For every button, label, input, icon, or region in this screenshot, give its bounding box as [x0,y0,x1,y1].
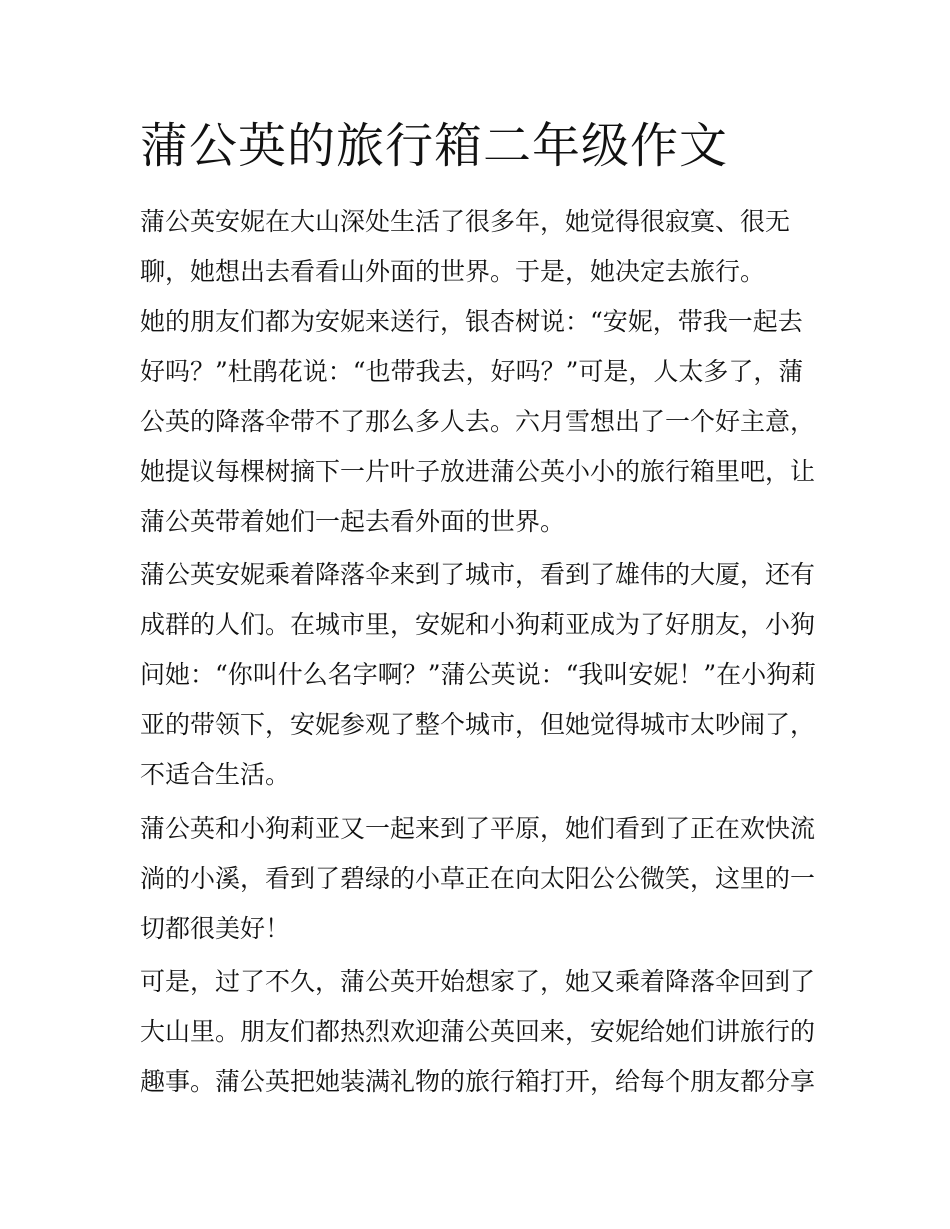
body-line-3: 她的朋友们都为安妮来送行，银杏树说：“安妮，带我一起去 [140,307,803,336]
body-line-4: 好吗？”杜鹃花说：“也带我去，好吗？”可是，人太多了，蒲 [140,357,804,386]
body-line-8: 蒲公英安妮乘着降落伞来到了城市，看到了雄伟的大厦，还有 [140,560,816,589]
body-line-11: 亚的带领下，安妮参观了整个城市，但她觉得城市太吵闹了， [140,710,816,739]
body-line-18: 趣事。蒲公英把她装满礼物的旅行箱打开，给每个朋友都分享 [140,1067,816,1096]
body-line-17: 大山里。朋友们都热烈欢迎蒲公英回来，安妮给她们讲旅行的 [140,1017,816,1046]
body-line-10: 问她：“你叫什么名字啊？”蒲公英说：“我叫安妮！”在小狗莉 [140,660,817,689]
body-line-16: 可是，过了不久，蒲公英开始想家了，她又乘着降落伞回到了 [140,967,816,996]
body-line-13: 蒲公英和小狗莉亚又一起来到了平原，她们看到了正在欢快流 [140,814,816,843]
body-line-6: 她提议每棵树摘下一片叶子放进蒲公英小小的旅行箱里吧，让 [140,457,816,486]
body-line-15: 切都很美好！ [140,914,291,943]
body-line-12: 不适合生活。 [140,760,291,789]
body-line-7: 蒲公英带着她们一起去看外面的世界。 [140,507,566,536]
body-line-14: 淌的小溪，看到了碧绿的小草正在向太阳公公微笑，这里的一 [140,864,816,893]
body-line-5: 公英的降落伞带不了那么多人去。六月雪想出了一个好主意， [140,407,816,436]
body-line-1: 蒲公英安妮在大山深处生活了很多年，她觉得很寂寞、很无 [140,207,791,236]
body-line-9: 成群的人们。在城市里，安妮和小狗莉亚成为了好朋友，小狗 [140,610,816,639]
document-title: 蒲公英的旅行箱二年级作文 [140,118,729,174]
body-line-2: 聊，她想出去看看山外面的世界。于是，她决定去旅行。 [140,257,766,286]
